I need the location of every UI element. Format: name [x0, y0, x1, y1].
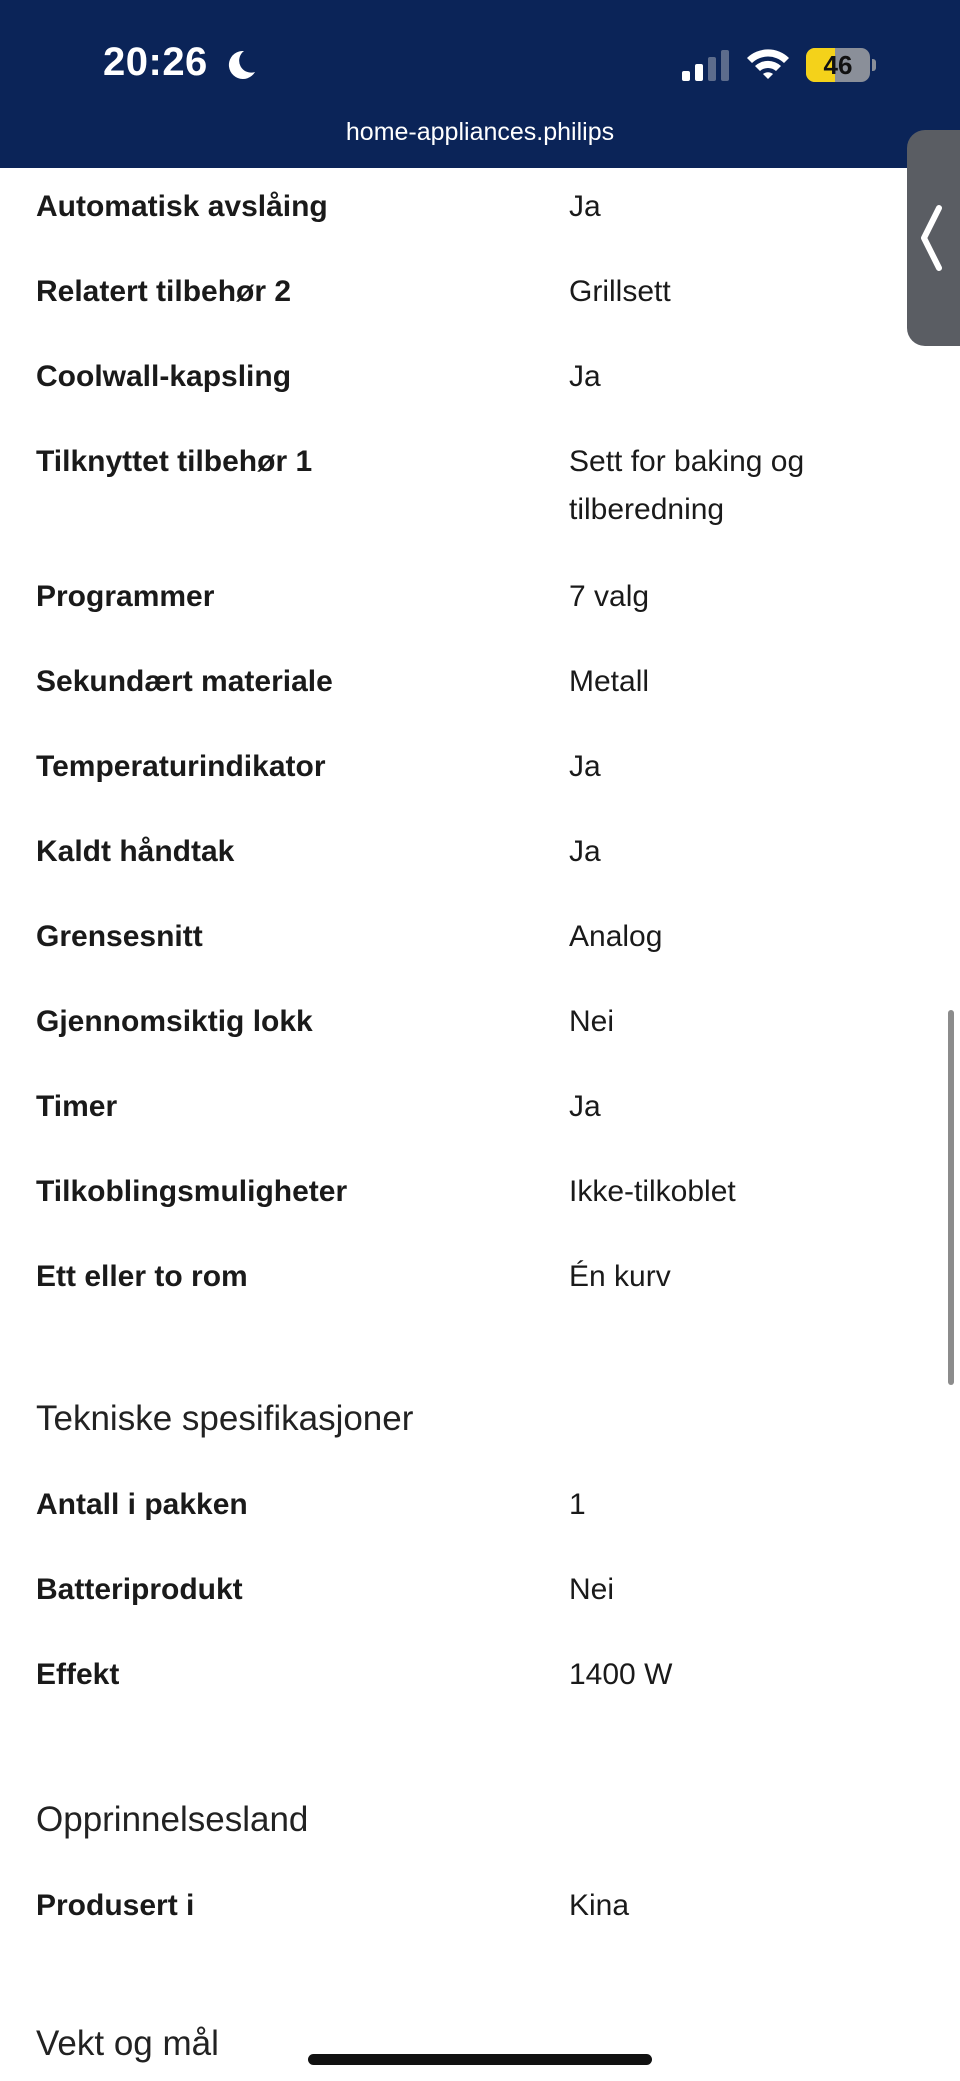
side-panel-handle[interactable]	[907, 130, 960, 346]
spec-value: Kina	[569, 1889, 630, 1922]
spec-value: 7 valg	[569, 580, 650, 613]
spec-label: Grensesnitt	[36, 920, 203, 953]
spec-label: Temperaturindikator	[36, 750, 326, 783]
scrollbar[interactable]	[948, 1010, 954, 1385]
spec-value: Nei	[569, 1573, 615, 1606]
spec-label: Ett eller to rom	[36, 1260, 248, 1293]
moon-icon	[224, 48, 258, 82]
spec-label: Batteriprodukt	[36, 1573, 243, 1606]
spec-value: Ja	[569, 1090, 601, 1123]
spec-value: 1	[569, 1488, 586, 1521]
home-indicator[interactable]	[308, 2054, 652, 2065]
spec-value: Ja	[569, 750, 601, 783]
section-title-origin: Opprinnelsesland	[36, 1800, 309, 1839]
cellular-signal-icon	[680, 49, 732, 83]
spec-content	[0, 168, 960, 2081]
wifi-icon	[744, 46, 792, 82]
spec-label: Kaldt håndtak	[36, 835, 235, 868]
spec-value: Grillsett	[569, 275, 671, 308]
spec-label: Relatert tilbehør 2	[36, 275, 292, 308]
spec-value: Én kurv	[569, 1260, 671, 1293]
battery-icon	[806, 48, 876, 82]
status-and-url-bar	[0, 0, 960, 168]
spec-label: Produsert i	[36, 1889, 195, 1922]
spec-value: Sett for baking og tilberedning	[569, 445, 805, 526]
spec-label: Tilkoblingsmuligheter	[36, 1175, 348, 1208]
section-title-weight: Vekt og mål	[36, 2024, 219, 2063]
spec-value: Ikke-tilkoblet	[569, 1175, 736, 1208]
section-title-technical: Tekniske spesifikasjoner	[36, 1399, 414, 1438]
battery-level: 46	[823, 50, 853, 80]
spec-value: Nei	[569, 1005, 615, 1038]
spec-value: 1400 W	[569, 1658, 673, 1691]
spec-value: Ja	[569, 835, 601, 868]
spec-label: Programmer	[36, 580, 215, 613]
spec-value: Analog	[569, 920, 663, 953]
spec-value: Ja	[569, 190, 601, 223]
spec-value: Metall	[569, 665, 650, 698]
spec-label: Timer	[36, 1090, 118, 1123]
spec-label: Sekundært materiale	[36, 665, 333, 698]
url-bar[interactable]: home-appliances.philips	[345, 118, 615, 146]
spec-label: Gjennomsiktig lokk	[36, 1005, 313, 1038]
spec-label: Automatisk avslåing	[36, 190, 328, 223]
spec-label: Coolwall-kapsling	[36, 360, 292, 393]
status-time: 20:26	[103, 40, 208, 84]
spec-label: Tilknyttet tilbehør 1	[36, 445, 313, 478]
spec-label: Antall i pakken	[36, 1488, 248, 1521]
spec-label: Effekt	[36, 1658, 120, 1691]
spec-value: Ja	[569, 360, 601, 393]
chevron-left-icon	[919, 204, 943, 272]
